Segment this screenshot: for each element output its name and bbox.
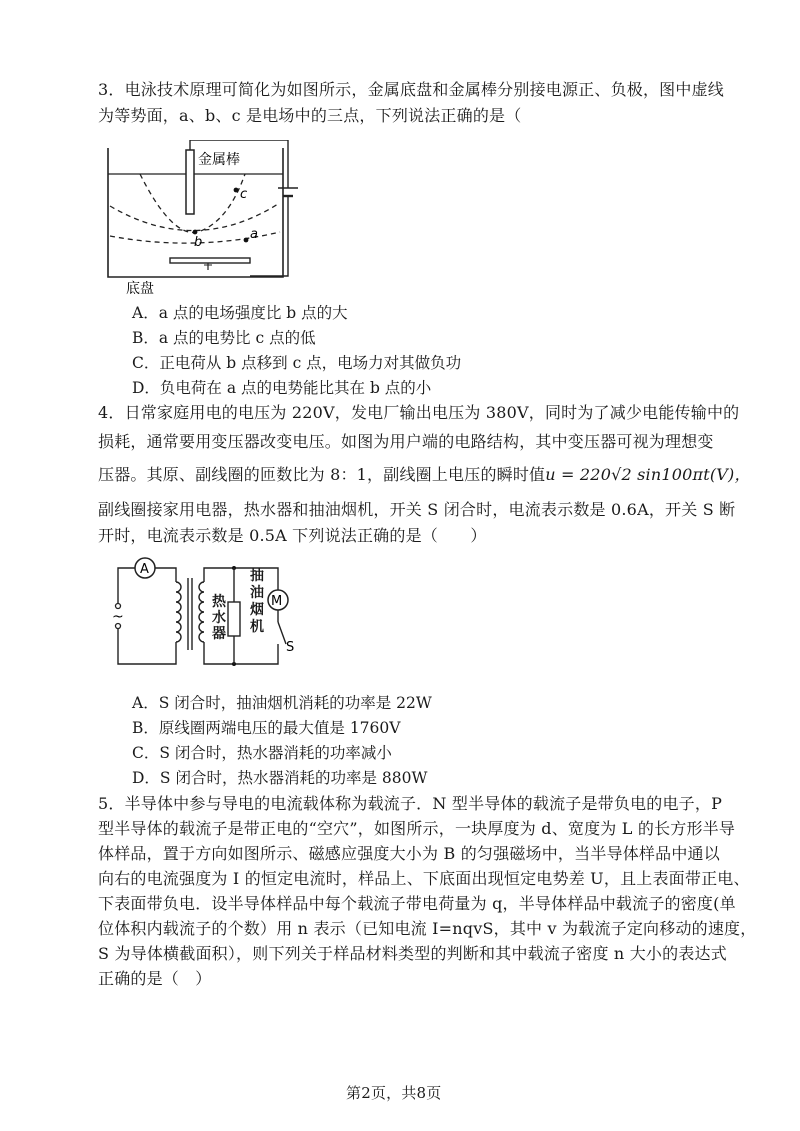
metal-plate xyxy=(170,258,250,263)
q4-option-c: C．S 闭合时，热水器消耗的功率减小 xyxy=(132,744,392,762)
q4-hood-vertical-label: 抽油烟机 xyxy=(250,568,264,635)
q4-line-1: 4．日常家庭用电的电压为 220V，发电厂输出电压为 380V，同时为了减少电能传输中的 xyxy=(98,403,740,422)
heater-resistor xyxy=(228,602,240,636)
q4-line-2: 损耗，通常要用变压器改变电压。如图为用户端的电路结构，其中变压器可视为理想变 xyxy=(98,432,714,451)
q3-option-c: C．正电荷从 b 点移到 c 点，电场力对其做负功 xyxy=(132,354,462,372)
q3-line-1: 3．电泳技术原理可简化为如图所示，金属底盘和金属棒分别接电源正、负极，图中虚线 xyxy=(98,80,724,99)
q5-line-7: S 为导体横截面积），则下列关于样品材料类型的判断和其中载流子密度 n 大小的表达式 xyxy=(98,944,727,963)
q4-option-b: B．原线圈两端电压的最大值是 1760V xyxy=(132,719,401,737)
q4-line-4: 副线圈接家用电器，热水器和抽油烟机，开关 S 闭合时，电流表示数是 0.6A，开关 S 断 xyxy=(98,500,736,519)
q5-line-5: 下表面带负电．设半导体样品中每个载流子带电荷量为 q，半导体样品中载流子的密度(单 xyxy=(98,894,736,913)
terminal-top xyxy=(116,604,121,609)
point-c xyxy=(234,188,239,193)
point-a xyxy=(244,238,249,243)
q3-option-b: B．a 点的电势比 c 点的低 xyxy=(132,329,316,347)
switch-label: S xyxy=(286,640,295,655)
label-a: a xyxy=(250,227,258,242)
q5-line-3: 体样品，置于方向如图所示、磁感应强度大小为 B 的匀强磁场中，当半导体样品中通以 xyxy=(98,844,720,863)
q3-electrophoresis-figure xyxy=(100,140,310,295)
motor-label: M xyxy=(271,594,283,609)
label-b: b xyxy=(194,235,203,250)
q4-line-3-text: 压器。其原、副线圈的匝数比为 8：1，副线圈上电压的瞬时值 xyxy=(98,465,546,484)
q4-line-3 xyxy=(98,465,751,485)
q5-line-8: 正确的是（ ） xyxy=(98,969,212,988)
q5-line-1: 5．半导体中参与导电的电流载体称为载流子．N 型半导体的载流子是带负电的电子，P xyxy=(98,794,723,813)
metal-rod xyxy=(186,150,194,214)
q5-line-2: 型半导体的载流子是带正电的“空穴”，如图所示，一块厚度为 d、宽度为 L 的长方形半导 xyxy=(98,819,736,838)
switch-s xyxy=(278,622,286,644)
point-b xyxy=(193,230,198,235)
ammeter-label: A xyxy=(140,562,149,577)
ac-symbol: ~ xyxy=(112,609,124,625)
plate-label: 底盘 xyxy=(126,281,154,295)
rod-label: 金属棒 xyxy=(198,152,240,168)
q3-option-a: A．a 点的电场强度比 b 点的大 xyxy=(132,304,348,322)
q5-line-6: 位体积内载流子的个数）用 n 表示（已知电流 I=nqvS，其中 v 为载流子定向移动的速度， xyxy=(98,919,757,938)
q4-line-5: 开时，电流表示数是 0.5A 下列说法正确的是（ ） xyxy=(98,526,487,545)
page-number: 第2页，共8页 xyxy=(346,1084,442,1102)
q4-transformer-circuit xyxy=(108,552,308,677)
secondary-coil xyxy=(199,582,204,642)
q3-line-2: 为等势面，a、b、c 是电场中的三点，下列说法正确的是（ xyxy=(98,106,522,125)
q3-option-d: D．负电荷在 a 点的电势能比其在 b 点的小 xyxy=(132,379,432,397)
q4-option-d: D．S 闭合时，热水器消耗的功率是 880W xyxy=(132,769,428,787)
primary-coil xyxy=(176,582,181,642)
q4-option-a: A．S 闭合时，抽油烟机消耗的功率是 22W xyxy=(132,694,432,712)
label-c: c xyxy=(240,187,248,202)
q4-heater-vertical-label: 热水器 xyxy=(212,594,226,642)
q5-line-4: 向右的电流强度为 I 的恒定电流时，样品上、下底面出现恒定电势差 U，且上表面带正电、 xyxy=(98,869,750,888)
q4-voltage-formula: u = 220√2 sin100πt(V)， xyxy=(545,465,751,484)
